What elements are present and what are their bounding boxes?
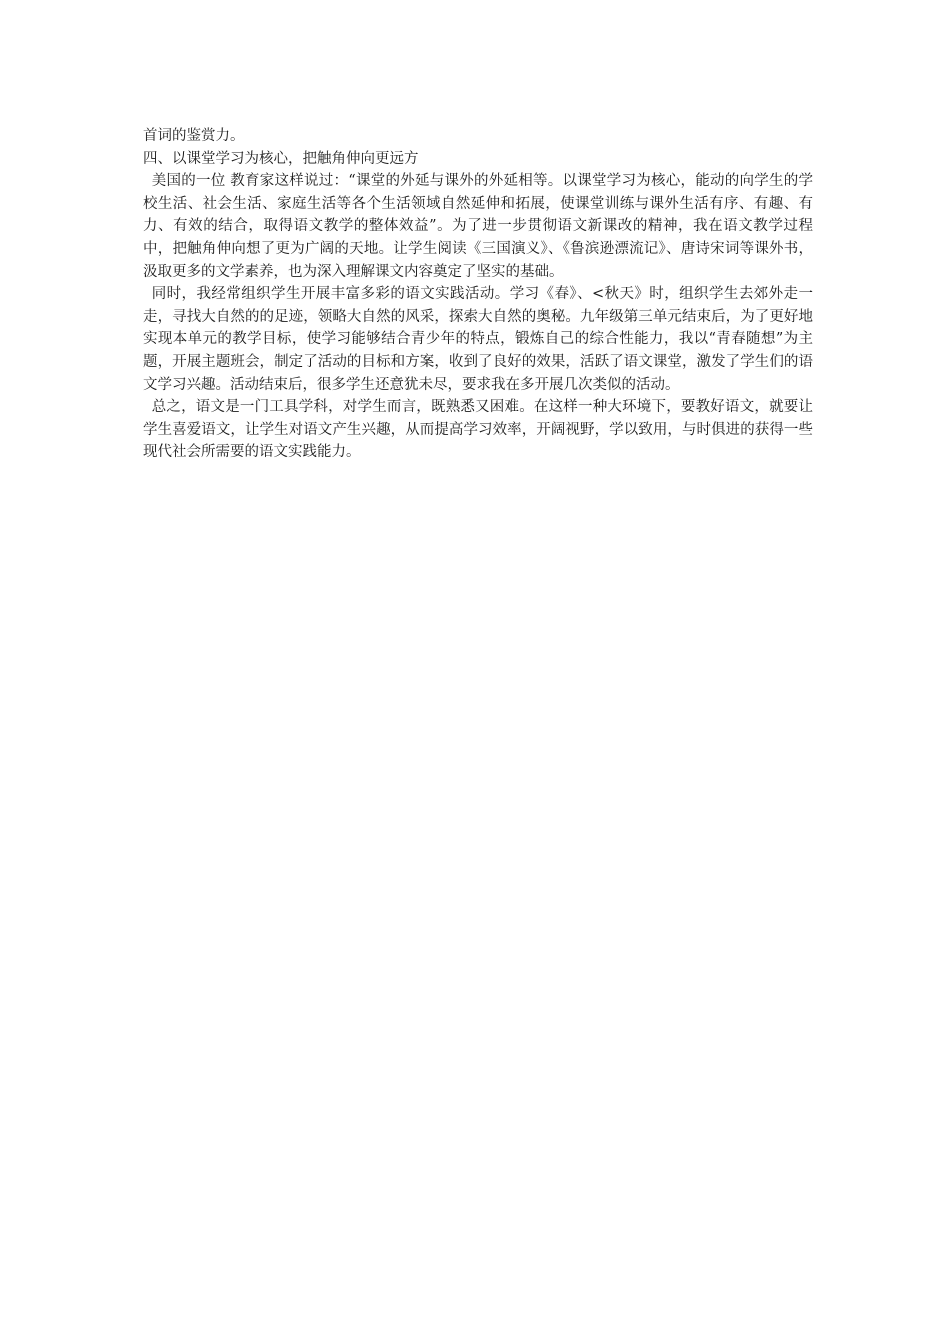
paragraph-practice-activities: 同时，我经常组织学生开展丰富多彩的语文实践活动。学习《春》、<秋天》时，组织学生去郊外走一走，寻找大自然的的足迹，领略大自然的风采，探索大自然的奥秘。九年级第三单元结束后，为了更好地实现本单元的教学目标，使学习能够结合青少年的特点，锻炼自己的综合性能力，我以“青春随想”为主题，开展主题班会，制定了活动的目标和方案，收到了良好的效果，活跃了语文课堂，激发了学生们的语文学习兴趣。活动结束后，很多学生还意犹未尽，要求我在多开展几次类似的活动。 [143, 286, 813, 393]
paragraph-classroom-extension: 美国的一位 教育家这样说过：“课堂的外延与课外的外延相等。以课堂学习为核心，能动的向学生的学校生活、社会生活、家庭生活等各个生活领域自然延伸和拓展，使课堂训练与课外生活有序、有趣、有力、有效的结合，取得语文教学的整体效益”。为了进一步贯彻语文新课改的精神，我在语文教学过程中，把触角伸向想了更为广阔的天地。让学生阅读《三国演义》、《鲁滨逊漂流记》、唐诗宋词等课外书，汲取更多的文学素养，也为深入理解课文内容奠定了坚实的基础。 [143, 173, 813, 280]
continuation-text: 首词的鉴赏力。 [143, 128, 245, 144]
document-body [143, 125, 813, 464]
paragraph-conclusion: 总之，语文是一门工具学科，对学生而言，既熟悉又困难。在这样一种大环境下，要教好语文，就要让学生喜爱语文，让学生对语文产生兴趣，从而提高学习效率，开阔视野，学以致用，与时俱进的获得一些现代社会所需要的语文实践能力。 [143, 399, 813, 461]
section-heading: 四、以课堂学习为核心，把触角伸向更远方 [143, 150, 419, 167]
